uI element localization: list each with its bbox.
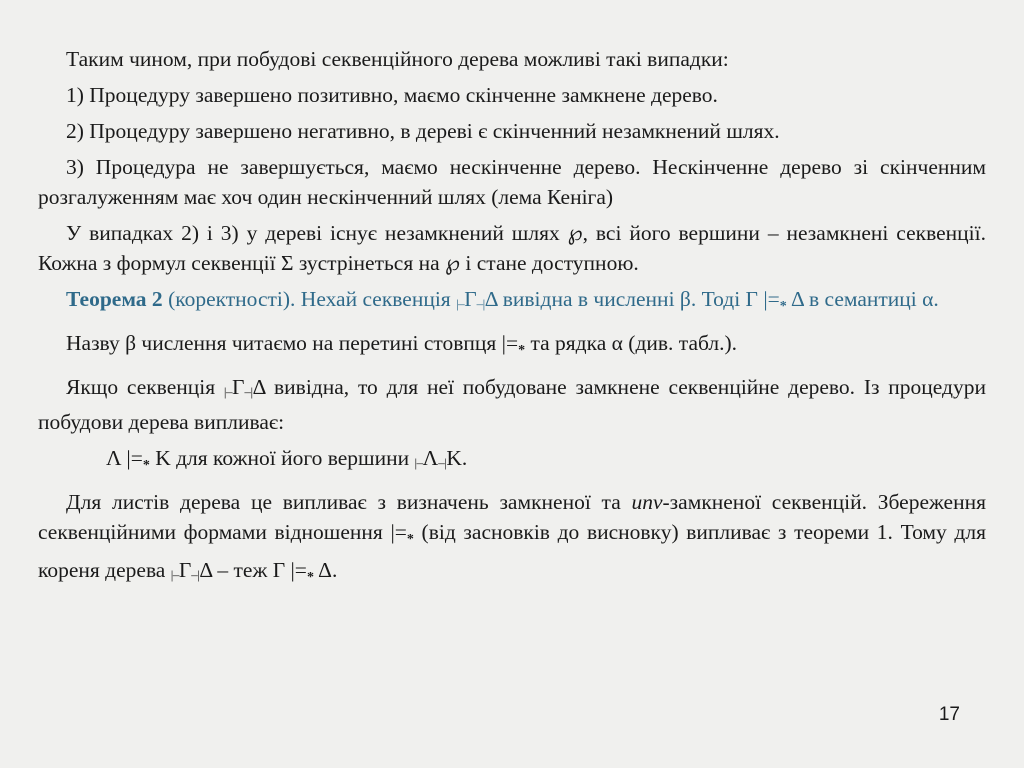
theorem-2: Теорема 2 (коректності). Нехай секвенція |–Γ–|Δ вивідна в численні β. Тоді Γ $|=_*$ Δ в семантиці α. — [66, 287, 939, 314]
slide-content — [38, 44, 986, 599]
path-symbol: ℘ — [445, 251, 461, 275]
paragraph-calculus-name: Назву β числення читаємо на перетині стовпця $|=_*$ та рядка α (див. табл.). — [66, 331, 738, 358]
paragraph-if-derivable: Якщо секвенція |–Γ–|Δ вивідна, то для неї побудоване замкнене секвенційне дерево. Із процедури побудови дерева випливає: — [38, 375, 986, 434]
paragraph-cases-2-3: У випадках 2) і 3) у дереві існує незамкнений шлях ℘, всі його вершини – незамкнені секвенції. Кожна з формул секвенції Σ зустрінеться на ℘ і стане доступною. — [38, 221, 987, 275]
paragraph-leaves: Для листів дерева це випливає з визначень замкненої та unv-замкненої секвенцій. Збереження секвенційними формами відношення $|=_*$ (від засновків до висновку) випливає з теореми 1. Тому для кореня дерева |–Γ–|Δ – теж Γ $|=_*$ Δ. — [38, 490, 986, 585]
theorem-label: Теорема 2 — [66, 287, 163, 311]
paragraph-vertex-condition: Λ $|=_*$ K для кожної його вершини |–Λ–|K. — [106, 446, 468, 473]
path-symbol: ℘ — [567, 221, 583, 245]
paragraph-intro: Таким чином, при побудові секвенційного дерева можливі такі випадки: — [66, 47, 729, 71]
page-number: 17 — [938, 704, 960, 725]
paragraph-case-2: 2) Процедуру завершено негативно, в дереві є скінченний незамкнений шлях. — [66, 119, 780, 143]
paragraph-case-1: 1) Процедуру завершено позитивно, маємо скінченне замкнене дерево. — [66, 83, 718, 107]
paragraph-case-3: 3) Процедура не завершується, маємо нескінченне дерево. Нескінченне дерево зі скінченним розгалуженням має хоч один нескінченний шлях (лема Кеніга) — [38, 155, 986, 209]
